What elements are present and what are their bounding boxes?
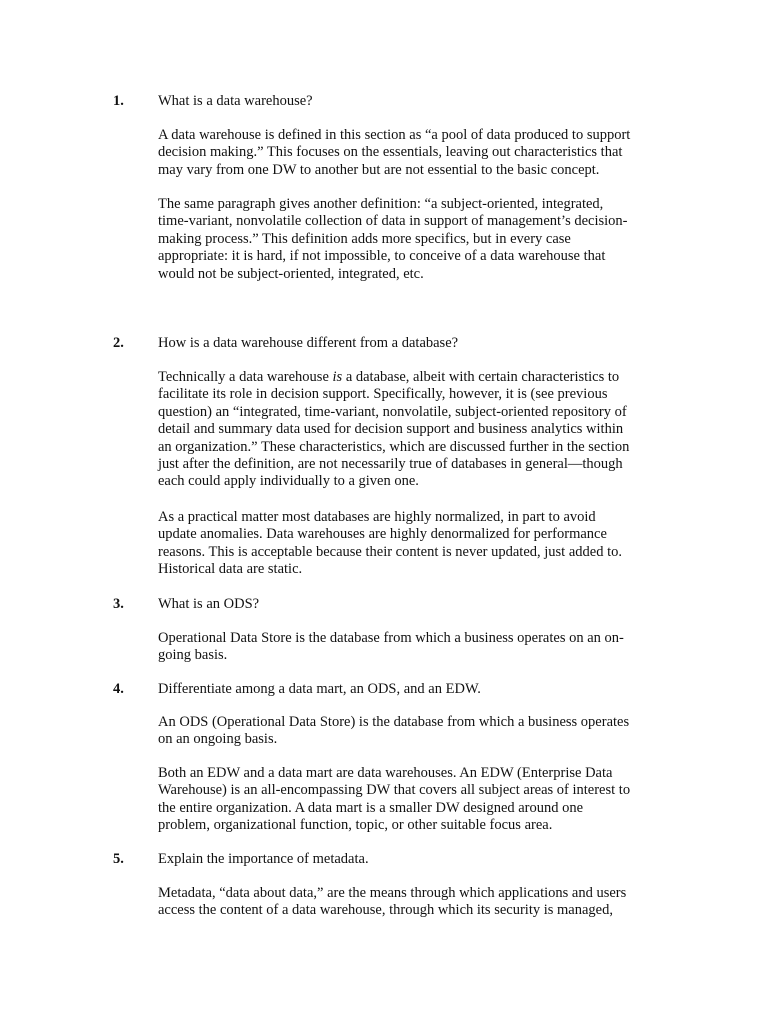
text-line: Historical data are static.: [158, 561, 303, 578]
text-line: Both an EDW and a data mart are data warehouses. An EDW (Enterprise Data: [158, 765, 613, 781]
question-1-text: What is a data warehouse?: [158, 93, 313, 109]
text-line: update anomalies. Data warehouses are highly denormalized for performance: [158, 526, 607, 543]
text-line: just after the definition, are not necessarily true of databases in general—though: [158, 456, 623, 473]
question-1-number: 1.: [113, 93, 124, 109]
question-2-text: How is a data warehouse different from a database?: [158, 335, 459, 351]
answer-2-paragraph-1: [158, 369, 658, 491]
text-line: making process.” This definition adds more specifics, but in every case: [158, 230, 571, 247]
text-line: decision making.” This focuses on the essentials, leaving out characteristics that: [158, 144, 623, 161]
question-3-number: 3.: [113, 596, 124, 612]
text-line: facilitate its role in decision support. Specifically, however, it is (see previous: [158, 386, 608, 403]
text-line: each could apply individually to a given one.: [158, 473, 419, 490]
answer-1-paragraph-1: [158, 127, 658, 179]
text-line: the entire organization. A data mart is a smaller DW designed around one: [158, 799, 584, 816]
answer-1-paragraph-2: [158, 196, 658, 283]
text-line: would not be subject-oriented, integrated, etc.: [158, 265, 424, 282]
text-line: access the content of a data warehouse, through which its security is managed,: [158, 902, 613, 919]
answer-4-paragraph-1: [158, 714, 658, 749]
text-line: problem, organizational function, topic, or other suitable focus area.: [158, 817, 553, 834]
text-line: reasons. This is acceptable because their content is never updated, just added to.: [158, 543, 622, 560]
emphasized-word: is: [332, 369, 343, 385]
text-line: an organization.” These characteristics, which are discussed further in the section: [158, 438, 630, 455]
answer-5-paragraph-1: [158, 885, 658, 920]
text-line: An ODS (Operational Data Store) is the database from which a business operates: [158, 714, 630, 730]
text-line: may vary from one DW to another but are not essential to the basic concept.: [158, 161, 600, 178]
answer-3-paragraph-1: [158, 630, 658, 665]
text-line: The same paragraph gives another definition: “a subject-oriented, integrated,: [158, 196, 604, 212]
text-line: going basis.: [158, 647, 228, 664]
text-line: appropriate: it is hard, if not impossible, to conceive of a data warehouse that: [158, 248, 606, 265]
answer-2-paragraph-2: [158, 509, 658, 579]
answer-4-paragraph-2: [158, 765, 658, 835]
text-line: time-variant, nonvolatile collection of data in support of management’s decision-: [158, 213, 628, 230]
text-line: Warehouse) is an all-encompassing DW that covers all subject areas of interest to: [158, 782, 631, 799]
text-line: question) an “integrated, time-variant, nonvolatile, subject-oriented repository of: [158, 403, 627, 420]
question-3-text: What is an ODS?: [158, 596, 260, 612]
question-4-text: Differentiate among a data mart, an ODS, and an EDW.: [158, 681, 481, 697]
text-line: As a practical matter most databases are highly normalized, in part to avoid: [158, 509, 596, 525]
question-2-number: 2.: [113, 335, 124, 351]
text-line: Metadata, “data about data,” are the means through which applications and users: [158, 885, 627, 901]
text-line: detail and summary data used for decision support and business analytics within: [158, 421, 624, 438]
question-4-number: 4.: [113, 681, 124, 697]
question-5-text: Explain the importance of metadata.: [158, 851, 369, 867]
text-line: A data warehouse is defined in this section as “a pool of data produced to support: [158, 127, 631, 143]
question-5-number: 5.: [113, 851, 124, 867]
text-line: Operational Data Store is the database from which a business operates on an on-: [158, 630, 624, 646]
text-line: Technically a data warehouse is a database, albeit with certain characteristics to: [158, 369, 620, 385]
text-line: on an ongoing basis.: [158, 731, 278, 748]
